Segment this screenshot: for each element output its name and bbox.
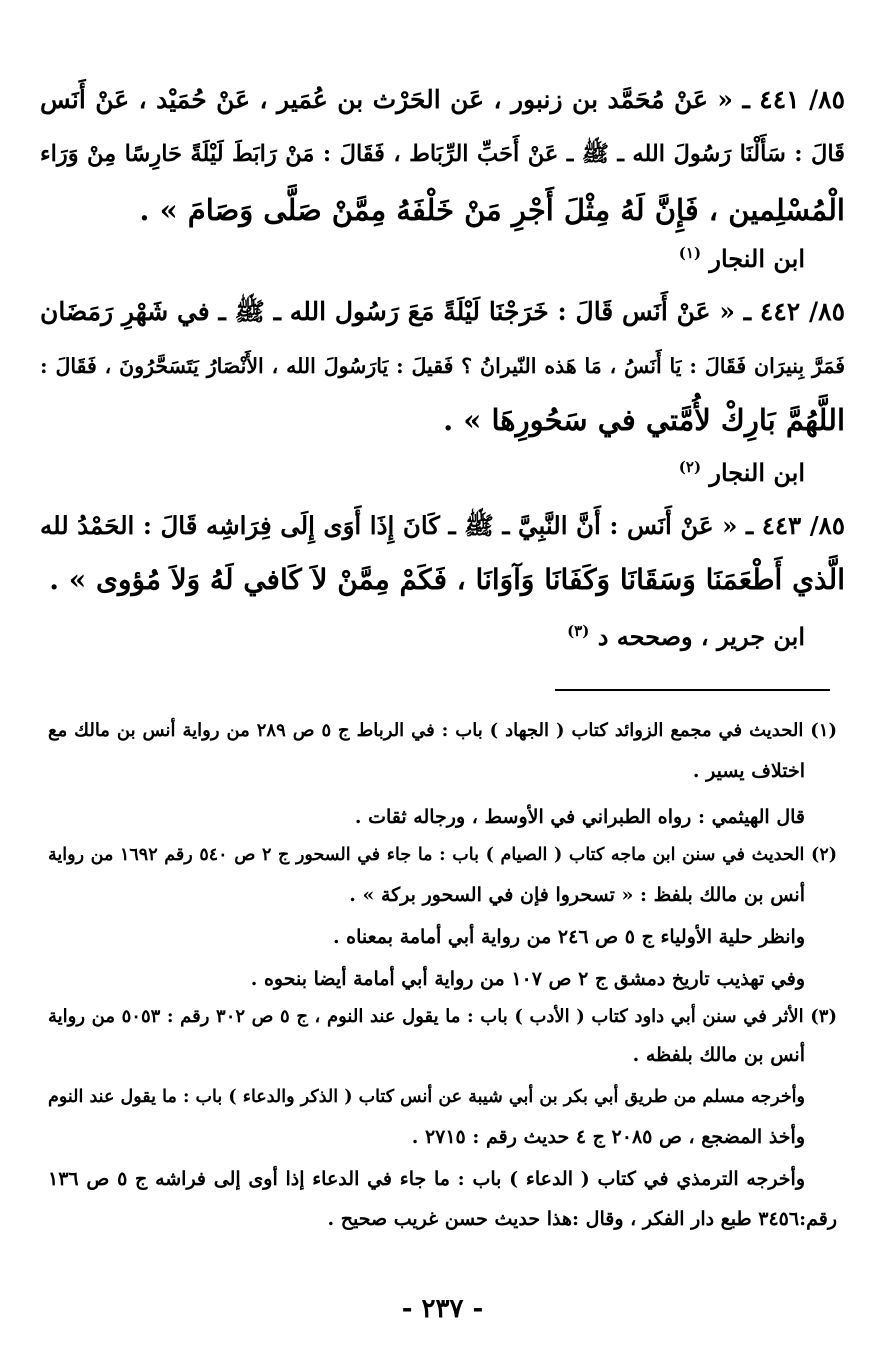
footnote-1-line-3: قال الهيثمي : رواه الطبراني في الأوسط ، ورجاله ثقات .	[354, 806, 805, 828]
footnote-2-line-3: وانظر حلية الأولياء ج ٥ ص ٢٤٦ من رواية أبي أمامة بمعناه .	[332, 926, 805, 948]
footnote-ref: (٣)	[567, 622, 590, 640]
source-name: ابن جرير ، وصححه د	[597, 622, 805, 651]
source-name: ابن النجار	[709, 458, 805, 487]
page-number: - ٢٣٧ -	[401, 1294, 484, 1324]
footnote-3-line-1: (٣) الأثر في سنن أبي داود كتاب ( الأدب ) باب : ما يقول عند النوم ، ج ٥ ص ٣٠٢ رقم : ٥٠٥٣ من رواية	[48, 1006, 837, 1027]
hadith-442-line-2: فَمَرَّ بِنيرَان فَقَالَ : يَا أَنَسُ ، مَا هَذه النّيرانُ ؟ فَقيلَ : يَارَسُولَ الله ، الأَنْصَارُ يَتَسَحَّرُونَ ، فَقَالَ :	[40, 354, 845, 378]
source-name: ابن النجار	[709, 244, 805, 273]
footnote-ref: (٢)	[678, 458, 702, 476]
footnote-3-line-3: وأخرجه مسلم من طريق أبي بكر بن أبي شيبة عن أنس كتاب ( الذكر والدعاء ) باب : ما يقول عند النوم	[48, 1087, 805, 1107]
hadith-442-line-3: اللَّهُمَّ بَارِكْ لأُمَّتي في سَحُورِهَا » .	[443, 403, 845, 437]
hadith-443-source	[567, 614, 805, 654]
footnote-3-line-4: وأخذ المضجع ، ص ٢٠٨٥ ج ٤ حديث رقم : ٢٧١٥ .	[411, 1126, 805, 1148]
hadith-441-source	[679, 236, 805, 276]
footnote-3-line-6: رقم:٣٤٥٦ طبع دار الفكر ، وقال :هذا حديث حسن غريب صحيح .	[327, 1208, 837, 1230]
footnote-1-line-2: اختلاف يسير .	[692, 760, 805, 782]
hadith-443-line-2: الَّذي أَطْعَمَنَا وَسَقَانَا وَكَفَانَا وَآوَانَا ، فَكَمْ مِمَّنْ لاَ كَافي لَهُ وَلاَ مُؤوى » .	[49, 563, 845, 596]
hadith-443-line-1: ٨٥/ ٤٤٣ ـ « عَنْ أَنَس : أَنَّ النَّبِيَّ ـ ﷺ ـ كَانَ إِذَا أَوَى إِلَى فِرَاشِه قَالَ : الحَمْدُ لله	[40, 511, 845, 540]
footnote-3-line-2: أنس بن مالك بلفظه .	[632, 1044, 805, 1066]
footnote-ref: (١)	[678, 244, 702, 262]
hadith-442-source	[679, 450, 805, 490]
footnote-1-line-1: (١) الحديث في مجمع الزوائد كتاب ( الجهاد ) باب : في الرباط ج ٥ ص ٢٨٩ من رواية أنس بن مالك مع	[48, 720, 837, 741]
footnote-2-line-4: وفي تهذيب تاريخ دمشق ج ٢ ص ١٠٧ من رواية أبي أمامة أيضا بنحوه .	[250, 968, 805, 990]
hadith-441-line-1: ٨٥/ ٤٤١ ـ « عَنْ مُحَمَّد بن زنبور ، عَن الحَرْث بن عُمَير ، عَنْ حُمَيْد ، عَنْ أَنَس	[40, 85, 845, 114]
hadith-442-line-1: ٨٥/ ٤٤٢ ـ « عَنْ أَنَس قَالَ : خَرَجْنَا لَيْلَةً مَعَ رَسُول الله ـ ﷺ ـ في شَهْرِ رَمَضَان	[40, 297, 846, 326]
footnote-divider	[555, 689, 830, 691]
footnote-2-line-1: (٢) الحديث في سنن ابن ماجه كتاب ( الصيام ) باب : ما جاء في السحور ج ٢ ص ٥٤٠ رقم ١٦٩٢ من رواية	[48, 845, 837, 865]
hadith-441-line-2: قَالَ : سَأَلْنَا رَسُولَ الله ـ ﷺ ـ عَنْ أَحَبِّ الرِّبَاط ، فَقَالَ : مَنْ رَابَطَ لَيْلَةً حَارِسًا مِنْ وَرَاء	[40, 141, 845, 167]
footnote-2-line-2: أنس بن مالك بلفظ : « تسحروا فإن في السحور بركة » .	[349, 884, 805, 906]
footnote-3-line-5: وأخرجه الترمذي في كتاب ( الدعاء ) باب : ما جاء في الدعاء إذا أوى إلى فراشه ج ٥ ص ١٣٦	[48, 1168, 805, 1190]
hadith-441-line-3: الْمُسْلِمين ، فَإِنَّ لَهُ مِثْلَ أَجْرِ مَنْ خَلْفَهُ مِمَّنْ صَلَّى وَصَامَ » .	[139, 193, 845, 227]
